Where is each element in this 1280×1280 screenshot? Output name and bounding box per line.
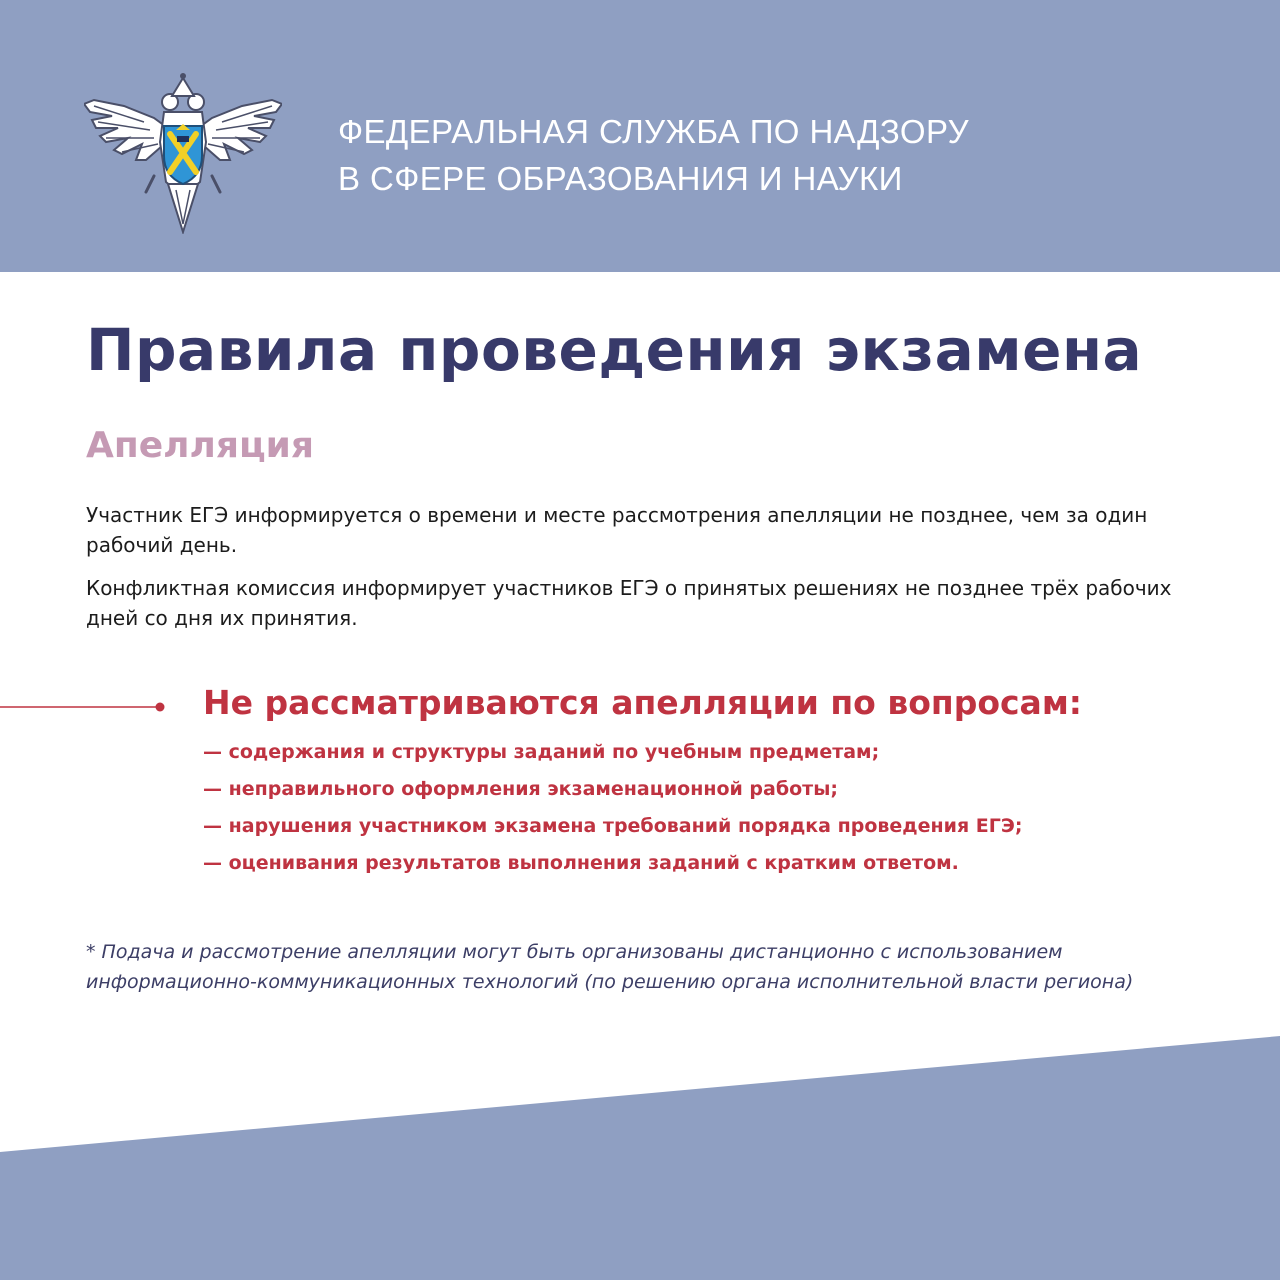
page-title: Правила проведения экзамена	[86, 316, 1143, 384]
list-item: — содержания и структуры заданий по учебным предметам;	[203, 741, 880, 763]
header-banner	[0, 0, 1280, 272]
restrictions-heading: Не рассматриваются апелляции по вопросам:	[203, 683, 1082, 722]
org-name-line2: В СФЕРЕ ОБРАЗОВАНИЯ И НАУКИ	[338, 160, 903, 197]
accent-connector-line	[0, 699, 168, 715]
paragraph-notification-time: Участник ЕГЭ информируется о времени и месте рассмотрения апелляции не позднее, чем за один рабочий день.	[86, 503, 1148, 557]
list-item: — нарушения участником экзамена требований порядка проведения ЕГЭ;	[203, 815, 1023, 837]
org-name-line1: ФЕДЕРАЛЬНАЯ СЛУЖБА ПО НАДЗОРУ	[338, 113, 970, 150]
section-title: Апелляция	[86, 425, 315, 466]
list-item: — оценивания результатов выполнения заданий с кратким ответом.	[203, 852, 959, 874]
restrictions-list	[203, 734, 1022, 882]
footnote: * Подача и рассмотрение апелляции могут быть организованы дистанционно с использованием информационно-коммуникационных технологий (по решению органа исполнительной власти региона)	[86, 941, 1134, 993]
list-item: — неправильного оформления экзаменационной работы;	[203, 778, 838, 800]
paragraph-commission-decision: Конфликтная комиссия информирует участников ЕГЭ о принятых решениях не позднее трёх рабочих дней со дня их принятия.	[86, 576, 1172, 630]
organization-name	[338, 108, 969, 202]
eagle-emblem-icon	[84, 72, 282, 234]
